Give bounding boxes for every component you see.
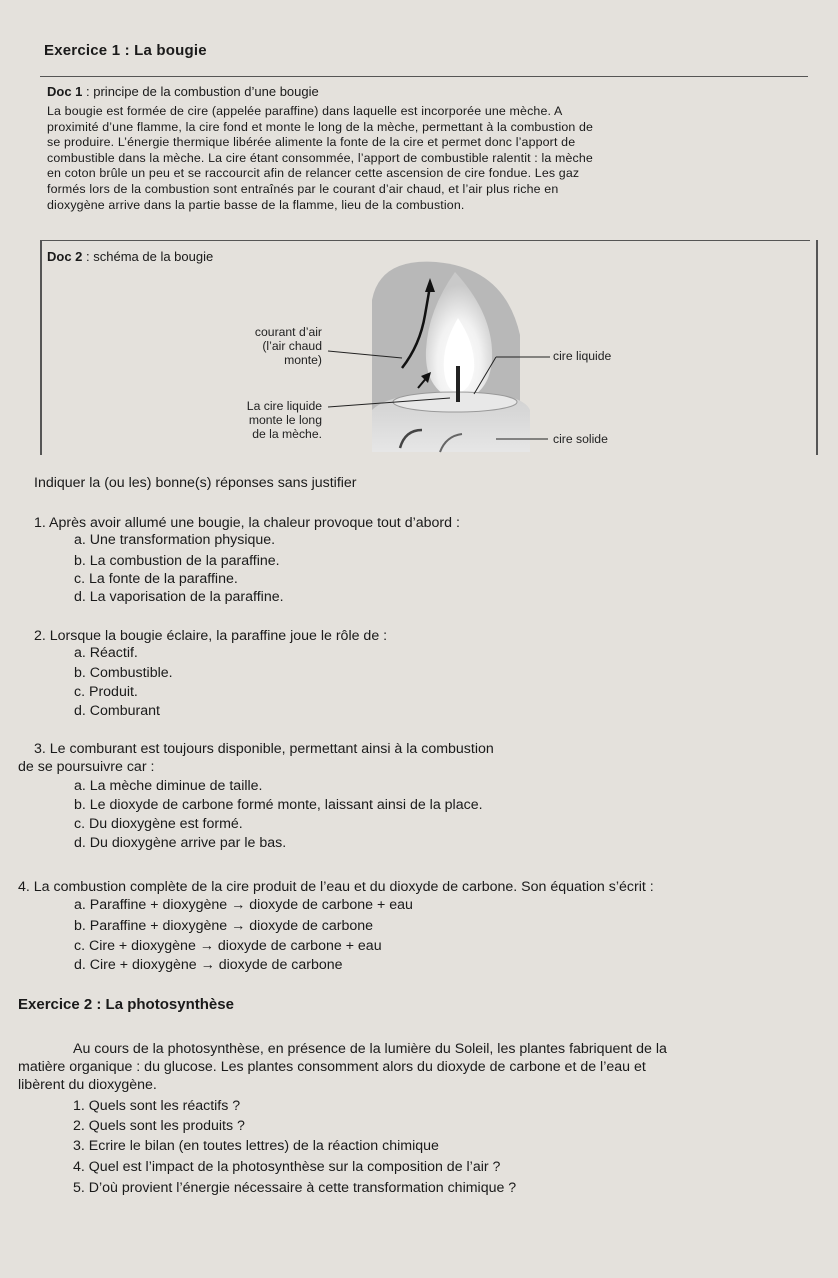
liquid-wax-pool-shape <box>393 392 517 412</box>
label-cire-solide: cire solide <box>553 432 608 446</box>
q3-option-d: d. Du dioxygène arrive par le bas. <box>74 835 287 851</box>
exercise-2-title: Exercice 2 : La photosynthèse <box>18 996 234 1013</box>
question-2: 2. Lorsque la bougie éclaire, la paraffine joue le rôle de : <box>34 628 388 644</box>
label-cire-monte-line1: La cire liquide <box>246 399 322 413</box>
doc2-label-bold: Doc 2 <box>47 249 83 264</box>
doc1-line: dioxygène arrive dans la partie basse de la flamme, lieu de la combustion. <box>47 197 465 212</box>
q2-option-b: b. Combustible. <box>74 665 173 681</box>
label-courant-line2: (l’air chaud <box>262 339 322 353</box>
q1-option-c: c. La fonte de la paraffine. <box>74 571 238 587</box>
doc1-label-rest: : principe de la combustion d’une bougie <box>82 84 319 99</box>
exercise-2-intro-line: matière organique : du glucose. Les plantes consomment alors du dioxyde de carbone et de l’eau et <box>18 1059 646 1075</box>
ex2-question-4: 4. Quel est l’impact de la photosynthèse sur la composition de l’air ? <box>73 1159 501 1175</box>
q2-option-c: c. Produit. <box>74 684 138 700</box>
exercise-2-intro-line: libèrent du dioxygène. <box>18 1077 157 1093</box>
q1-option-d: d. La vaporisation de la paraffine. <box>74 589 284 605</box>
doc1-line: formés lors de la combustion sont entraînés par le courant d’air chaud, et l’air plus riche en <box>47 181 559 196</box>
label-courant-line1: courant d’air <box>254 325 322 339</box>
q2-option-d: d. Comburant <box>74 703 160 719</box>
question-1: 1. Après avoir allumé une bougie, la chaleur provoque tout d’abord : <box>34 515 460 531</box>
doc1-line: se produire. L’énergie thermique libérée alimente la fonte de la cire et permet donc l’apport de <box>47 135 576 150</box>
question-4: 4. La combustion complète de la cire produit de l’eau et du dioxyde de carbone. Son équation s’écrit : <box>18 879 654 895</box>
q4-option-b: b. Paraffine + dioxygène → dioxyde de carbone <box>74 918 374 934</box>
ex2-question-1: 1. Quels sont les réactifs ? <box>73 1098 241 1114</box>
doc1-line: proximité d’une flamme, la cire fond et monte le long de la mèche, permettant à la combustion de <box>47 119 594 134</box>
doc1-line: combustible dans la mèche. La cire étant consommée, l’apport de combustible ralentit : la mèche <box>47 150 593 165</box>
label-cire-liquide: cire liquide <box>553 349 612 363</box>
q3-option-a: a. La mèche diminue de taille. <box>74 778 263 794</box>
q4-option-d: d. Cire + dioxygène → dioxyde de carbone <box>74 957 343 973</box>
instruction-text: Indiquer la (ou les) bonne(s) réponses sans justifier <box>34 475 357 491</box>
q4-option-c: c. Cire + dioxygène → dioxyde de carbone + eau <box>74 938 382 954</box>
question-3-continued: de se poursuivre car : <box>18 759 155 775</box>
label-cire-monte-line3: de la mèche. <box>252 427 322 441</box>
exercise-2-intro-line: Au cours de la photosynthèse, en présence de la lumière du Soleil, les plantes fabriquent de la <box>73 1041 667 1057</box>
question-3: 3. Le comburant est toujours disponible, permettant ainsi à la combustion <box>34 741 494 757</box>
q2-option-a: a. Réactif. <box>74 645 138 661</box>
label-cire-monte <box>210 399 322 441</box>
ex2-question-3: 3. Ecrire le bilan (en toutes lettres) de la réaction chimique <box>73 1138 439 1154</box>
q4-option-a: a. Paraffine + dioxygène → dioxyde de carbone + eau <box>74 897 413 913</box>
wick-shape <box>456 366 460 402</box>
label-courant-line3: monte) <box>284 353 322 367</box>
q1-option-a: a. Une transformation physique. <box>74 532 276 548</box>
doc1-line: en coton brûle un peu et se raccourcit afin de relancer cette ascension de cire fondue. Les gaz <box>47 166 580 181</box>
doc1-label-bold: Doc 1 <box>47 84 83 99</box>
doc1-line: La bougie est formée de cire (appelée paraffine) dans laquelle est incorporée une mèche. A <box>47 104 563 118</box>
q3-option-c: c. Du dioxygène est formé. <box>74 816 243 832</box>
label-cire-monte-line2: monte le long <box>248 413 322 427</box>
exercise-1-title: Exercice 1 : La bougie <box>44 42 207 59</box>
ex2-question-2: 2. Quels sont les produits ? <box>73 1118 245 1134</box>
doc2-label-rest: : schéma de la bougie <box>82 249 214 264</box>
q3-option-b: b. Le dioxyde de carbone formé monte, laissant ainsi de la place. <box>74 797 483 813</box>
candle-diagram <box>0 0 838 460</box>
label-courant-air <box>222 325 322 367</box>
ex2-question-5: 5. D’où provient l’énergie nécessaire à cette transformation chimique ? <box>73 1180 517 1196</box>
q1-option-b: b. La combustion de la paraffine. <box>74 553 280 569</box>
